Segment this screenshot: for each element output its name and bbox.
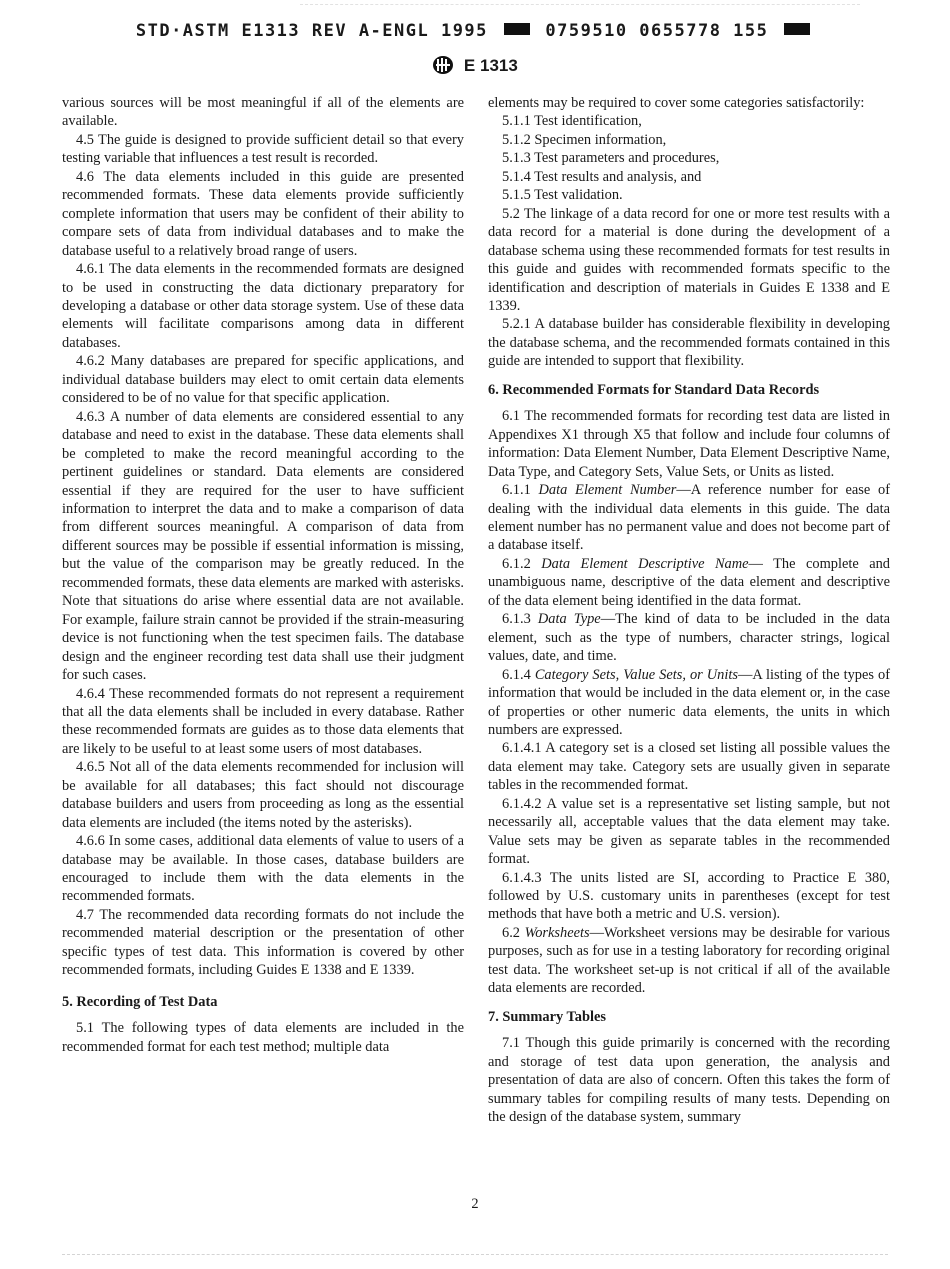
black-bar-mark-end — [784, 23, 810, 35]
black-bar-mark — [504, 23, 530, 35]
term-italic: Category Sets, Value Sets, or Units — [534, 666, 738, 683]
paragraph: 4.6.1 The data elements in the recommended formats are designed to be used in constructing the data dictionary preparatory for developing a database or other data storage system. Use of these data elements will facilitate comparisons among data in different databases. — [62, 261, 464, 351]
paragraph — [488, 610, 890, 665]
paragraph: elements may be required to cover some categories satisfactorily: — [488, 95, 865, 111]
term-italic: Data Type — [537, 611, 601, 628]
paragraph — [488, 924, 890, 998]
clause-text: —A reference number for ease of dealing with the individual data elements in this guide. The data element number has no permanent value and does not become part of a database itself. — [488, 482, 890, 554]
clause-text: —A listing of the types of information that would be included in the data element or, in the case of properties or other numeric data elements, the units in which numbers are expressed. — [488, 666, 890, 738]
document-id-line — [0, 21, 950, 41]
paragraph — [488, 555, 890, 610]
designation-number: E 1313 — [463, 56, 518, 75]
list-item: 5.1.3 Test parameters and procedures, — [502, 150, 720, 167]
paragraph: 5.1 The following types of data elements are included in the recommended format for each test method; multiple data — [62, 1020, 464, 1055]
astm-logo-icon — [432, 55, 454, 75]
term-italic: Data Element Number — [538, 482, 677, 499]
paragraph: 4.6.3 A number of data elements are considered essential to any database and need to exist in the database. These data elements shall be completed to make the record meaningful according to the pertinent guidelines or standard. Data elements are considered essential if they are required for the user to have sufficient information to interpret the data and to make a comparison of data from different sources meaningful. A comparison of data from different sources may be possible if essential information is missing, but the value of the comparison may be greatly reduced. In the recommended formats, these data elements are marked with asterisks. Note that situations do arise where essential data are not available. For example, failure strain cannot be provided if the strain-measuring device is not functioning when the test specimen fails. The database design and the engineer recording test data shall use their judgment for such cases. — [62, 408, 464, 684]
paragraph: 4.6 The data elements included in this guide are presented recommended formats. These data elements provide sufficiently complete information that users may be confident of their ability to compare sets of data from individual databases and to make the database useful to a relatively broad range of users. — [62, 168, 464, 259]
list-item: 5.1.1 Test identification, — [502, 113, 642, 130]
list-item: 5.1.5 Test validation. — [502, 187, 623, 204]
clause-number: 6.1.3 — [502, 611, 538, 628]
paragraph: 6.1 The recommended formats for recording test data are listed in Appendixes X1 through X5 that follow and include four columns of information: Data Element Number, Data Element Descriptive Name, Data Type, and Category Sets, Value Sets, or Units as listed. — [488, 408, 890, 480]
left-column — [62, 94, 464, 1056]
paragraph: 4.6.6 In some cases, additional data elements of value to users of a database may be available. In those cases, database builders are encouraged to include them with the data elements in the recommended formats. — [62, 833, 464, 905]
designation-header — [0, 56, 950, 77]
section-heading: 5. Recording of Test Data — [62, 993, 218, 1010]
clause-text: —Worksheet versions may be desirable for various purposes, such as for use in a testing laboratory for recording original test data. The worksheet set-up is not critical if all of the available data elements are recorded. — [488, 924, 890, 997]
paragraph — [488, 666, 890, 740]
paragraph — [488, 481, 890, 555]
paragraph: 4.6.5 Not all of the data elements recommended for inclusion will be available for all databases; this fact should not discourage database builders and users from proceeding as long as the essential data elements are included (the items noted by the asterisks). — [62, 759, 464, 831]
doc-id-left: STD·ASTM E1313 REV A-ENGL 1995 — [135, 21, 488, 41]
paragraph: 7.1 Though this guide primarily is concerned with the recording and storage of test data upon generation, the analysis and presentation of data are also of concern. Often this takes the form of summary tables for compiling results of many tests. Depending on the design of the database system, summary — [488, 1035, 890, 1126]
list-item: 5.1.4 Test results and analysis, and — [502, 168, 702, 185]
term-italic: Data Element Descriptive Name — [541, 555, 749, 572]
scan-artifact-bottom — [62, 1254, 888, 1256]
clause-number: 6.2 — [502, 924, 525, 941]
paragraph: 4.6.4 These recommended formats do not represent a requirement that all the data elements shall be included in every database. Rather these recommended formats are guides as to those data elements that are likely to be useful to at least some users of most databases. — [62, 685, 464, 757]
clause-text: —The kind of data to be included in the data element, such as the type of numbers, character strings, logical values, date, and time. — [488, 611, 890, 665]
paragraph: various sources will be most meaningful if all of the elements are available. — [62, 95, 464, 130]
scan-artifact-top — [300, 4, 860, 6]
clause-number: 6.1.1 — [502, 482, 539, 499]
right-column — [488, 94, 890, 1126]
paragraph: 4.5 The guide is designed to provide sufficient detail so that every testing variable that influences a test result is recorded. — [62, 131, 464, 167]
paragraph: 5.2.1 A database builder has considerable flexibility in developing the database schema, and the recommended formats contained in this guide are intended to support that flexibility. — [488, 316, 890, 370]
section-heading: 6. Recommended Formats for Standard Data Records — [488, 381, 820, 398]
paragraph: 6.1.4.3 The units listed are SI, according to Practice E 380, followed by U.S. customary units in parentheses (except for test methods that have both a metric and U.S. version). — [488, 869, 890, 923]
paragraph: 5.2 The linkage of a data record for one or more test results with a data record for a material is done during the development of a database schema using these recommended formats for test results in this guide and guides with recommended formats specific to the identification and description of materials in Guides E 1338 and E 1339. — [488, 205, 890, 314]
list-item: 5.1.2 Specimen information, — [502, 131, 667, 148]
paragraph: 6.1.4.2 A value set is a representative set listing sample, but not necessarily all, acceptable values that the data element may take. Value sets may be given as separate tables in the recommended format. — [488, 795, 890, 868]
paragraph: 6.1.4.1 A category set is a closed set listing all possible values the data element may take. Category sets are usually given in separate tables in the recommended format. — [488, 740, 890, 794]
page-number: 2 — [471, 1196, 479, 1212]
clause-text: — The complete and unambiguous name, descriptive of the data element and descriptive of the data element being identified in the data format. — [488, 555, 890, 609]
section-heading: 7. Summary Tables — [488, 1008, 606, 1025]
clause-number: 6.1.4 — [502, 666, 535, 683]
doc-id-right: 0759510 0655778 155 — [545, 21, 769, 41]
term-italic: Worksheets — [524, 924, 590, 941]
paragraph: 4.7 The recommended data recording formats do not include the recommended material description or the presentation of other specific types of test data. This information is covered by other recommended formats, including Guides E 1338 and E 1339. — [62, 906, 464, 979]
paragraph: 4.6.2 Many databases are prepared for specific applications, and individual database builders may elect to omit certain data elements considered to be of no value for that specific application. — [62, 353, 464, 407]
clause-number: 6.1.2 — [502, 555, 542, 572]
